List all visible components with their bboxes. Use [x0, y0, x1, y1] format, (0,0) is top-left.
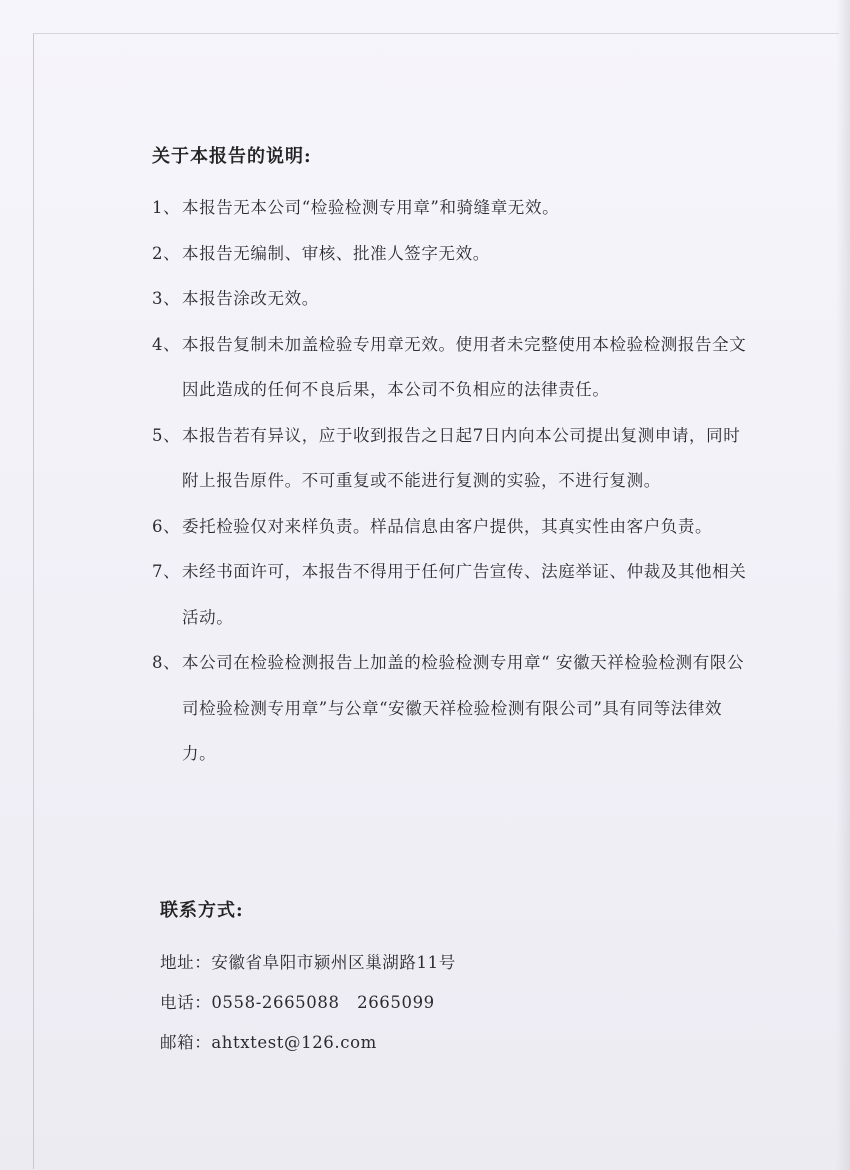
- note-item-8: [152, 640, 752, 777]
- note-text: 本报告复制未加盖检验专用章无效。使用者未完整使用本检验检测报告全文因此造成的任何不良后果，本公司不负相应的法律责任。: [182, 334, 747, 399]
- note-number: 1、: [152, 198, 181, 217]
- note-text: 本报告若有异议，应于收到报告之日起7日内向本公司提出复测申请，同时附上报告原件。不可重复或不能进行复测的实验，不进行复测。: [182, 425, 741, 490]
- note-text: 未经书面许可，本报告不得用于任何广告宣传、法庭举证、仲裁及其他相关活动。: [182, 562, 747, 627]
- note-text: 本报告涂改无效。: [182, 289, 319, 308]
- phone-label: 电话：: [160, 993, 212, 1012]
- note-text: 本报告无本公司“检验检测专用章”和骑缝章无效。: [182, 198, 560, 217]
- note-number: 5、: [152, 425, 181, 445]
- note-number: 7、: [152, 562, 181, 581]
- address-label: 地址：: [160, 953, 212, 972]
- note-text: 本公司在检验检测报告上加盖的检验检测专用章“ 安徽天祥检验检测有限公司检验检测专用章”与公章“安徽天祥检验检测有限公司”具有同等法律效力。: [182, 653, 745, 763]
- note-number: 4、: [152, 334, 181, 354]
- address-value: 安徽省阜阳市颍州区巢湖路11号: [211, 953, 456, 972]
- note-item-6: [152, 504, 752, 550]
- address-row: [160, 943, 720, 983]
- note-item-2: [152, 231, 752, 277]
- scan-edge-shadow: [836, 0, 850, 1170]
- note-item-7: [152, 549, 752, 640]
- note-item-4: [152, 322, 752, 413]
- contact-title: 联系方式:: [160, 900, 244, 921]
- note-item-1: [152, 185, 752, 231]
- notes-title: 关于本报告的说明:: [152, 146, 312, 167]
- email-value: ahtxtest@126.com: [211, 1033, 377, 1052]
- contact-block: [160, 943, 720, 1063]
- note-text: 委托检验仅对来样负责。样品信息由客户提供，其真实性由客户负责。: [182, 516, 713, 536]
- notes-list: [152, 185, 752, 777]
- email-label: 邮箱：: [160, 1033, 212, 1052]
- phone-row: [160, 983, 720, 1023]
- note-text: 本报告无编制、审核、批准人签字无效。: [182, 243, 490, 263]
- note-number: 8、: [152, 653, 181, 672]
- note-number: 3、: [152, 289, 181, 308]
- phone-value: 0558-2665088 2665099: [211, 993, 435, 1012]
- note-number: 6、: [152, 516, 181, 536]
- note-item-3: [152, 276, 752, 322]
- email-row: [160, 1023, 720, 1063]
- note-item-5: [152, 413, 752, 504]
- note-number: 2、: [152, 243, 181, 263]
